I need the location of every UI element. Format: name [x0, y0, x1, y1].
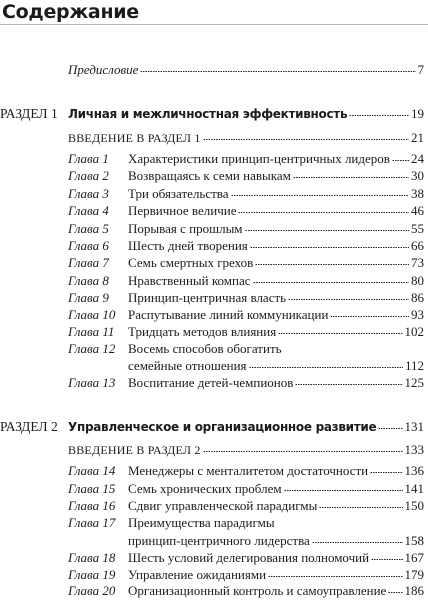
entry-page: 93	[411, 307, 424, 322]
dot-leader	[249, 366, 403, 370]
chapter-number: Глава 4	[68, 203, 109, 218]
chapter-number: Глава 3	[68, 186, 109, 201]
dot-leader	[268, 575, 402, 579]
entry-title-continued: принцип-центричного лидерства	[128, 533, 310, 548]
page-title: Содержание	[2, 1, 139, 23]
dot-leader	[295, 383, 402, 387]
dot-leader	[231, 194, 409, 198]
entry-page: 73	[411, 255, 424, 270]
dot-leader	[203, 138, 409, 142]
chapter-12[interactable]	[0, 340, 428, 358]
chapter-number: Глава 7	[68, 255, 109, 270]
dot-leader	[319, 506, 402, 510]
dot-leader	[140, 70, 415, 74]
chapter-number: Глава 15	[68, 481, 116, 496]
section-2-heading[interactable]	[0, 418, 428, 436]
chapter-7[interactable]	[0, 254, 428, 272]
chapter-2[interactable]	[0, 167, 428, 185]
entry-title: Организационный контроль и самоуправление	[128, 583, 387, 598]
chapter-17[interactable]	[0, 514, 428, 532]
chapter-14[interactable]	[0, 462, 428, 480]
section-title: Управленческое и организационное развитие	[68, 420, 377, 434]
entry-title: Принцип-центричная власть	[128, 290, 287, 305]
entry-title: Семь смертных грехов	[128, 255, 254, 270]
entry-page: 55	[411, 221, 424, 236]
chapter-number: Глава 13	[68, 375, 116, 390]
chapter-20[interactable]	[0, 582, 428, 600]
chapter-15[interactable]	[0, 480, 428, 498]
entry-page: 24	[411, 151, 424, 166]
chapter-9[interactable]	[0, 289, 428, 307]
dot-leader	[245, 229, 409, 233]
chapter-number: Глава 16	[68, 498, 116, 513]
dot-leader	[203, 450, 403, 454]
entry-page: 125	[404, 375, 424, 390]
entry-page: 167	[404, 550, 424, 565]
entry-title: Нравственный компас	[128, 273, 251, 288]
chapter-13[interactable]	[0, 374, 428, 392]
entry-page: 66	[411, 238, 424, 253]
entry-title: Распутывание линий коммуникации	[128, 307, 329, 322]
section-title: Личная и межличностная эффективность	[68, 107, 348, 121]
dot-leader	[392, 159, 409, 163]
chapter-4[interactable]	[0, 202, 428, 220]
entry-page: 21	[411, 130, 424, 145]
entry-page: 38	[411, 186, 424, 201]
chapter-number: Глава 6	[68, 238, 109, 253]
entry-title: Преимущества парадигмы	[128, 515, 275, 530]
chapter-number: Глава 5	[68, 221, 109, 236]
entry-page: 46	[411, 203, 424, 218]
dot-leader	[312, 541, 403, 545]
entry-title: Восемь способов обогатить	[128, 341, 282, 356]
chapter-number: Глава 17	[68, 515, 116, 530]
dot-leader	[293, 176, 409, 180]
entry-title: ВВЕДЕНИЕ В РАЗДЕЛ 2	[68, 443, 201, 457]
title-divider	[0, 24, 428, 25]
chapter-number: Глава 1	[68, 151, 109, 166]
entry-page: 179	[404, 567, 424, 582]
entry-title: Возвращаясь к семи навыкам	[128, 168, 291, 183]
chapter-11[interactable]	[0, 323, 428, 341]
section-2-intro[interactable]	[0, 441, 428, 459]
entry-title: ВВЕДЕНИЕ В РАЗДЕЛ 1	[68, 131, 201, 145]
dot-leader	[238, 211, 409, 215]
entry-page: 141	[404, 481, 424, 496]
entry-page: 150	[404, 498, 424, 513]
chapter-number: Глава 12	[68, 341, 116, 356]
dot-leader	[378, 427, 402, 431]
entry-page: 30	[411, 168, 424, 183]
chapter-number: Глава 9	[68, 290, 109, 305]
entry-title: Воспитание детей-чемпионов	[128, 375, 294, 390]
chapter-5[interactable]	[0, 220, 428, 238]
entry-title: Предисловие	[68, 62, 139, 77]
dot-leader	[330, 315, 409, 319]
entry-page: 158	[404, 533, 424, 548]
chapter-number: Глава 20	[68, 583, 116, 598]
chapter-number: Глава 8	[68, 273, 109, 288]
section-1-heading[interactable]	[0, 105, 428, 123]
chapter-6[interactable]	[0, 237, 428, 255]
chapter-16[interactable]	[0, 497, 428, 515]
section-label: РАЗДЕЛ 1	[0, 106, 58, 121]
chapter-1[interactable]	[0, 150, 428, 168]
dot-leader	[370, 471, 402, 475]
entry-title: Характеристики принцип-центричных лидеров	[128, 151, 390, 166]
entry-title: Тридцать методов влияния	[128, 324, 277, 339]
entry-page: 133	[404, 442, 424, 457]
entry-page: 131	[404, 419, 424, 434]
dot-leader	[371, 558, 402, 562]
entry-page: 112	[404, 358, 424, 373]
dot-leader	[288, 298, 409, 302]
chapter-number: Глава 19	[68, 567, 116, 582]
chapter-number: Глава 18	[68, 550, 116, 565]
entry-title: Управление ожиданиями	[128, 567, 267, 582]
chapter-18[interactable]	[0, 549, 428, 567]
section-label: РАЗДЕЛ 2	[0, 419, 58, 434]
entry-title: Менеджеры с менталитетом достаточности	[128, 463, 369, 478]
preface-entry[interactable]	[0, 61, 428, 79]
dot-leader	[253, 281, 410, 285]
dot-leader	[284, 489, 403, 493]
entry-title: Порывая с прошлым	[128, 221, 243, 236]
entry-title: Сдвиг управленческой парадигмы	[128, 498, 318, 513]
dot-leader	[278, 332, 402, 336]
chapter-number: Глава 10	[68, 307, 116, 322]
entry-title-continued: семейные отношения	[128, 358, 247, 373]
chapter-8[interactable]	[0, 272, 428, 290]
entry-page: 186	[404, 583, 424, 598]
chapter-10[interactable]	[0, 306, 428, 324]
dot-leader	[388, 591, 402, 595]
chapter-3[interactable]	[0, 185, 428, 203]
entry-title: Первичное величие	[128, 203, 237, 218]
entry-page: 19	[411, 106, 424, 121]
chapter-number: Глава 14	[68, 463, 116, 478]
entry-title: Шесть дней творения	[128, 238, 248, 253]
entry-page: 86	[411, 290, 424, 305]
entry-title: Семь хронических проблем	[128, 481, 282, 496]
chapter-number: Глава 2	[68, 168, 109, 183]
entry-page: 102	[404, 324, 424, 339]
chapter-12-continued[interactable]	[0, 357, 428, 375]
entry-title: Три обязательства	[128, 186, 229, 201]
dot-leader	[255, 263, 409, 267]
chapter-number: Глава 11	[68, 324, 115, 339]
dot-leader	[250, 246, 409, 250]
entry-title: Шесть условий делегирования полномочий	[128, 550, 370, 565]
chapter-17-continued[interactable]	[0, 532, 428, 550]
entry-page: 80	[411, 273, 424, 288]
dot-leader	[349, 114, 409, 118]
entry-page: 136	[404, 463, 424, 478]
entry-page: 7	[417, 62, 424, 77]
section-1-intro[interactable]	[0, 129, 428, 147]
